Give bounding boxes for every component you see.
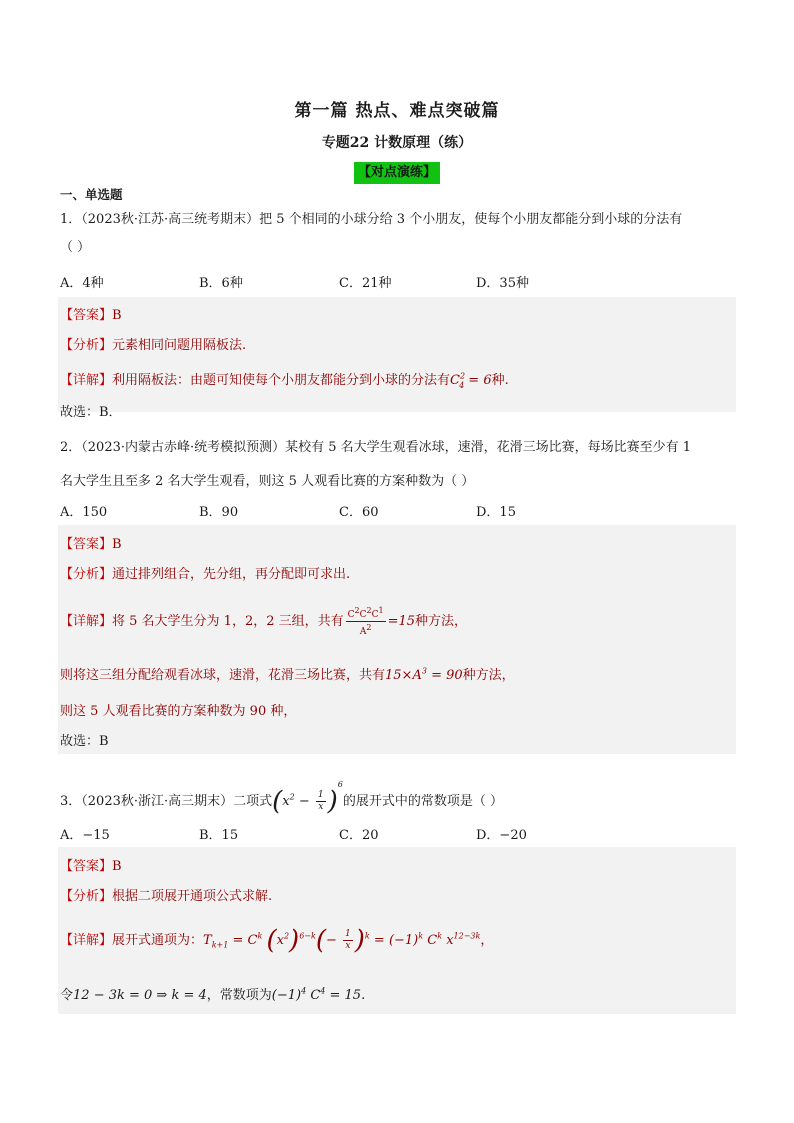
q1-answer-line xyxy=(60,304,122,323)
practice-badge-wrap xyxy=(0,161,794,184)
question-1-stem xyxy=(60,206,736,262)
q2-answer-tag: 【答案】 xyxy=(60,537,113,552)
question-3-options xyxy=(60,824,736,846)
page-title: 第一篇 热点、难点突破篇 xyxy=(294,101,500,121)
question-2-stem xyxy=(60,434,736,496)
q3-detail-tag: 【详解】 xyxy=(60,933,113,948)
q3-option-a: A．−15 xyxy=(60,828,110,843)
q2-line2-post: 种方法， xyxy=(462,668,515,683)
q3-option-b: B．15 xyxy=(199,828,239,843)
q2-option-d: D．15 xyxy=(476,505,516,520)
q2-fraction: $\frac{C^2C^2C^1}{A^2}$ xyxy=(347,606,384,637)
q2-option-b: B．90 xyxy=(199,505,239,520)
q2-analysis-line xyxy=(60,563,350,582)
q3-analysis-tag: 【分析】 xyxy=(60,889,113,904)
question-1-options xyxy=(60,272,736,294)
q3-binomial: ($x^2$ − $\frac{1}{x}$ )$^6$ xyxy=(272,780,343,817)
q3-solution-box xyxy=(58,847,736,1014)
q2-line3: 则这 5 人观看比赛的方案种数为 90 种， xyxy=(60,704,297,719)
q2-detail-pre: 将 5 名大学生分为 1，2，2 三组，共有 xyxy=(112,614,344,629)
q2-detail-post: 种方法， xyxy=(415,614,468,629)
q3-analysis: 根据二项展开通项公式求解. xyxy=(112,889,273,904)
q1-analysis-tag: 【分析】 xyxy=(60,338,113,353)
section-heading: 一、单选题 xyxy=(60,187,123,202)
q2-answer: B xyxy=(112,537,122,552)
q1-formula: $C^2_4 = 6$ xyxy=(450,371,492,390)
q3-answer-tag: 【答案】 xyxy=(60,859,113,874)
q1-solution-box xyxy=(58,297,736,420)
q2-line2 xyxy=(60,664,515,683)
q1-option-a: A．4种 xyxy=(60,276,104,291)
q1-answer: B xyxy=(112,308,122,323)
q1-detail-post: 种. xyxy=(491,373,509,388)
q1-conclusion: 故选：B． xyxy=(60,405,122,420)
question-1-line1: 1．（2023秋·江苏·高三统考期末）把 5 个相同的小球分给 3 个小朋友，使每个小朋友都能分到小球的分法有 xyxy=(60,212,683,227)
q2-option-a: A．150 xyxy=(60,505,108,520)
q3-equation: 12 − 3k = 0 ⇒ k = 4 xyxy=(73,988,207,1003)
q3-last-mid: ，常数项为 xyxy=(206,988,272,1003)
q1-detail-pre: 利用隔板法：由题可知使每个小朋友都能分到小球的分法有 xyxy=(112,373,451,388)
question-2-options xyxy=(60,501,736,523)
q3-option-d: D．−20 xyxy=(476,828,527,843)
q2-analysis-tag: 【分析】 xyxy=(60,567,113,582)
q3-stem-pre: 3．（2023秋·浙江·高三期末）二项式 xyxy=(60,794,273,809)
q2-solution-box xyxy=(58,525,736,754)
question-2-line1: 2．（2023·内蒙古赤峰·统考模拟预测）某校有 5 名大学生观看冰球，速滑，花滑三场比赛，每场比赛至少有 1 xyxy=(60,440,692,455)
q3-constant-term: $(-1)^4$ $C^4 = 15$ xyxy=(271,986,362,1003)
q3-detail-line: 【详解】展开式通项为：$T_{k+1} = C^k$ $(x^2)^{6-k}(-$ $\frac{1}{x}$ )$^k = (-1)^k$ $C^k$ $x^{12-3k}$， xyxy=(60,925,494,956)
q3-answer: B xyxy=(112,859,122,874)
q1-option-b: B．6种 xyxy=(199,276,243,291)
page-subtitle: 专题22 计数原理（练） xyxy=(321,135,473,151)
q1-detail-tag: 【详解】 xyxy=(60,373,113,388)
q3-option-c: C．20 xyxy=(339,828,379,843)
q2-option-c: C．60 xyxy=(339,505,379,520)
q3-general-term: $T_{k+1} = C^k$ $(x^2)^{6-k}(-$ $\frac{1}{x}$ )$^k = (-1)^k$ $C^k$ $x^{12-3k}$ xyxy=(203,925,481,956)
q3-last-post: . xyxy=(361,988,366,1003)
question-3-stem xyxy=(60,771,736,816)
q2-formula-result: =15 xyxy=(387,614,416,629)
q1-detail-line xyxy=(60,369,509,390)
q2-conclusion: 故选：B xyxy=(60,734,109,749)
q3-analysis-line xyxy=(60,885,272,904)
q2-detail-line xyxy=(60,605,467,638)
q1-analysis: 元素相同问题用隔板法. xyxy=(112,338,247,353)
q2-detail-tag: 【详解】 xyxy=(60,614,113,629)
q2-analysis: 通过排列组合，先分组，再分配即可求出. xyxy=(112,567,351,582)
q1-option-c: C．21种 xyxy=(339,276,392,291)
q1-option-d: D．35种 xyxy=(476,276,529,291)
q3-final-line xyxy=(60,984,365,1003)
question-1-line2: （ ） xyxy=(60,240,91,255)
q2-line2-pre: 则将这三组分配给观看冰球，速滑，花滑三场比赛，共有 xyxy=(60,668,386,683)
q1-analysis-line xyxy=(60,334,246,353)
q3-answer-line xyxy=(60,855,122,874)
q2-answer-line xyxy=(60,533,122,552)
q3-last-pre: 令 xyxy=(60,988,74,1003)
q1-answer-tag: 【答案】 xyxy=(60,308,113,323)
q3-stem-post: 的展开式中的常数项是（ ） xyxy=(342,794,504,809)
q3-detail-pre: 展开式通项为： xyxy=(112,933,204,948)
question-2-line2: 名大学生且至多 2 名大学生观看，则这 5 人观看比赛的方案种数为（ ） xyxy=(60,474,475,489)
practice-badge: 【对点演练】 xyxy=(354,162,440,184)
q2-line2-formula: $15\times A^3 = 90$ xyxy=(385,666,463,683)
